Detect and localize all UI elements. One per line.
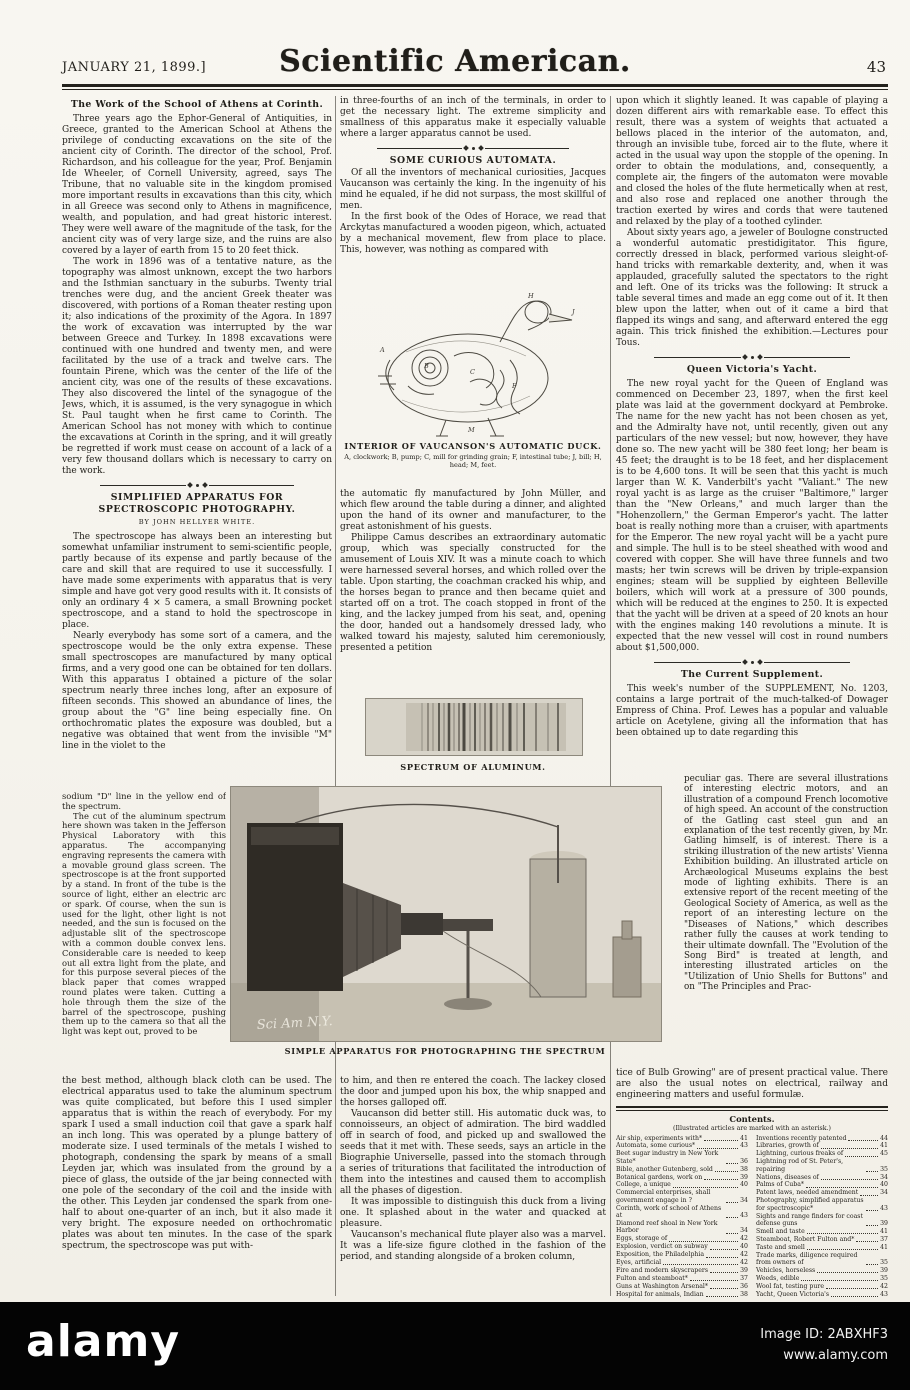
issue-date: JANUARY 21, 1899.] (62, 60, 207, 75)
duck-label-j: J (572, 308, 575, 316)
automata-article-title: SOME CURIOUS AUTOMATA. (389, 155, 557, 166)
spectroscopy-article-title: SIMPLIFIED APPARATUS FOR SPECTROSCOPIC PHOTOGRAPHY. (98, 492, 296, 515)
column2-middle (340, 489, 606, 695)
duck-label-c: C (470, 368, 475, 376)
column3-narrow (684, 774, 888, 1064)
duck-figure-caption: INTERIOR OF VAUCANSON'S AUTOMATIC DUCK. (344, 441, 602, 451)
divider-ornament (654, 355, 850, 359)
contents-entry: Corinth, work of school of Athens at 43 (616, 1204, 748, 1220)
contents-entry: Fulton and steamboat* 37 (616, 1274, 748, 1282)
automata-paragraph-8: Vaucanson's mechanical flute player also was a marvel. It was a life-size figure clothed in the fashion of the period, and standing alongside of a broken column, (340, 1230, 606, 1262)
apparatus-photo-image (231, 787, 661, 1041)
duck-figure-caption-block (340, 441, 606, 470)
watermark-url: www.alamy.com (783, 1348, 888, 1363)
supplement-paragraph-1a: This week's number of the SUPPLEMENT, No. 1203, contains a large portrait of the much-talked-of Dowager Empress of China. Prof. Lewes has a popular and valuable article on Acetylene, giving all the information that has been obtained up to date regarding this (616, 684, 888, 738)
spectrum-figure (365, 698, 583, 756)
contents-entry: Trade marks, diligence required from owners of 35 (756, 1251, 888, 1266)
photo-scribble-text: Sci Am N.Y. (256, 1014, 334, 1033)
contents-entry: Lightning rod of St. Peter's, repairing 35 (756, 1158, 888, 1173)
automata-paragraph-3: the automatic fly manufactured by John Müller, and which flew around the table during a dinner, and alighted upon the hand of its owner and manufacturer, to the great astonishment of his guests. (340, 489, 606, 532)
page-number: 43 (866, 58, 886, 76)
column3-below-photo (616, 1068, 888, 1104)
divider-ornament (100, 483, 294, 487)
spectroscopy-paragraph-3: The cut of the aluminum spectrum here shown was taken in the Jefferson Physical Laboratory with this apparatus. The accompanying engraving represents the camera with a movable ground glass screen. The spectroscope is at the front supported by a stand. In front of the tube is the source of light, either an electric arc or spark. Of course, when the sun is used for the light, other light is not needed, and the sun is focused on the adjustable slit of the spectroscope with a common double convex lens. Considerable care is needed to keep out all extra light from the plate, and for this purpose several pieces of the black paper that comes wrapped round plates were taken. Cutting a hole through them the size of the barrel of the spectroscope, pushing them up to the camera so that all the light was kept out, proved to be (62, 810, 226, 1037)
alamy-logo: alamy (26, 1316, 180, 1367)
contents-entry: Wool fat, testing pure 42 (756, 1282, 888, 1290)
contents-section (616, 1106, 888, 1300)
contents-entry: Palms of Cuba* 40 (756, 1181, 888, 1189)
supplement-paragraph-1c: tice of Bulb Growing" are of present practical value. There are also the usual notes on electrical, railway and engineering matters and useful formulæ. (616, 1068, 888, 1100)
supplement-paragraph-1b: peculiar gas. There are several illustrations of interesting electric motors, and an illustration of a compound French locomotive of high speed. An account of the construction of the Gatling cast steel gun and an explanation of the test recently given, by Mr. Gatling himself, is of interest. There is a striking illustration of the new artists' Vienna Exhibition building. An illustrated article on Archæological Museums explains the best mode of lighting exhibits. There is an extensive report of the recent meeting of the Geological Society of America, as well as the report of an interesting lecture on the "Diseases of Nations," which describes rather fully the causes at work tending to their ultimate downfall. The "Evolution of the Song Bird" is treated at length, and interesting illustrated articles on the "Utilization of Unio Shells for Buttons" and on "The Principles and Prac- (684, 774, 888, 993)
contents-entry: Taste and smell 41 (756, 1243, 888, 1251)
contents-entry: Exposition, the Philadelphia 42 (616, 1251, 748, 1259)
automata-paragraph-9: upon which it slightly leaned. It was capable of playing a dozen different airs with remarkable ease. To effect this result, there was a system of weights that actuated a bellows placed in the interior of the automaton, and, through an invisible tube, forced air to the flute, where it acted in the usual way upon the stopple of the opening. In order to obtain the modulations, and, consequently, a complete air, the fingers of the automaton were movable and closed the holes of the flute hermetically when at rest, and also rose and replaced one another through the traction exerted by wires and cords that were tautened and relaxed by the play of a toothed cylinder. (616, 96, 888, 227)
column3-top (616, 96, 888, 772)
yacht-paragraph-1: The new royal yacht for the Queen of England was commenced on December 23, 1897, when the first keel plate was laid at the government dockyard at Pembroke. The name for the new yacht has not been chosen as yet, and the Admiralty have not, until recently, given out any particulars of the new vessel; but now, however, they have done so. The new yacht will be 380 feet long; her beam is 45 feet; the draught is to be 18 feet, and her displacement is to be 4,600 tons. It will be seen that this yacht is much larger than W. K. Vanderbilt's yacht "Valiant." The new royal yacht is as large as the cruiser "Baltimore," larger than the "New Orleans," and much larger than the "Hohenzollern," the German Emperor's yacht. The latter boat is really nothing more than a cruiser, with apartments for the Emperor. The new royal yacht will be a yacht pure and simple. The hull is to be steel sheathed with wood and covered with copper. She will have three funnels and two masts; her twin screws will be driven by triple-expansion engines; steam will be supplied by eighteen Belleville boilers, which will work at a pressure of 300 pounds, which will be reduced at the engines to 250. It is expected that the yacht will be driven at a speed of 20 knots an hour with the engines making 140 revolutions a minute. It is expected that the new vessel will cost in round numbers about $1,500,000. (616, 379, 888, 653)
duck-label-h: H (528, 292, 534, 300)
automata-paragraph-5: to him, and then re entered the coach. The lackey closed the door and jumped upon his box, the whip snapped and the horses galloped off. (340, 1076, 606, 1108)
apparatus-photo-figure (230, 786, 662, 1042)
yacht-article-title: Queen Victoria's Yacht. (686, 364, 818, 375)
contents-entry: Hospital for animals, Indian 38 (616, 1290, 748, 1298)
contents-title: Contents. (729, 1113, 775, 1124)
contents-entry: Automata, some curious* 43 (616, 1142, 748, 1150)
supplement-article-title: The Current Supplement. (680, 669, 824, 680)
spectroscopy-paragraph-1: The spectroscope has always been an interesting but somewhat unfamiliar instrument to semi-scientific people, partly because of its expense and partly because of the care and skill that are required to use it successfully. I have made some experiments with apparatus that is very simple and have got very good results with it. It consists of only an ordinary 4 × 5 camera, a small Browning pocket spectroscope, and a stand to hold the spectroscope in place. (62, 532, 332, 630)
contents-entry: Commercial enterprises, shall government engage in ? 34 (616, 1189, 748, 1204)
contents-entry: Nations, diseases of 34 (756, 1173, 888, 1181)
duck-figure-key: A, clockwork; B, pump; C, mill for grinding grain; F, intestinal tube; J, bill; H, head; M, feet. (344, 453, 602, 470)
automata-paragraph-1: Of all the inventors of mechanical curiosities, Jacques Vaucanson was certainly the king. In the ingenuity of his mind he equaled, if he did not surpass, the most skillful of men. (340, 168, 606, 211)
automata-paragraph-2: In the first book of the Odes of Horace, we read that Arckytas manufactured a wooden pigeon, which, actuated by a mechanical movement, flew from place to place. This, however, was nothing as compared with (340, 212, 606, 255)
spectroscopy-continued: in three-fourths of an inch of the terminals, in order to get the necessary light. The extreme simplicity and smallness of this apparatus make it especially valuable where a larger apparatus cannot be used. (340, 96, 606, 139)
duck-label-m: M (468, 426, 475, 434)
contents-entry: College, a unique 40 (616, 1181, 748, 1189)
contents-rule (616, 1106, 888, 1111)
column1-bottom (62, 1076, 332, 1300)
contents-entry: Weeds, edible 35 (756, 1274, 888, 1282)
contents-entry: Vehicles, horseless 39 (756, 1266, 888, 1274)
duck-label-b: B (424, 362, 429, 370)
contents-right-column (756, 1135, 888, 1299)
column1-narrow (62, 792, 226, 1074)
contents-left-column (616, 1135, 748, 1299)
watermark-bar (0, 1302, 910, 1390)
contents-entry: Explosion, verdict on subway 40 (616, 1243, 748, 1251)
contents-entry: Fire and modern skyscrapers 39 (616, 1266, 748, 1274)
divider-ornament (377, 146, 569, 150)
contents-entry: Eyes, artificial 42 (616, 1259, 748, 1266)
divider-ornament (654, 660, 850, 664)
masthead-title: Scientific American. (279, 44, 631, 79)
duck-label-a: A (380, 346, 385, 354)
column1-top (62, 96, 332, 790)
automata-paragraph-4: Philippe Camus describes an extraordinary automatic group, which was specially constructed for the amusement of Louis XIV. It was a minute coach to which were harnessed several horses, and which rolled over the table. Upon starting, the coachman cracked his whip, and the horses began to prance and then became quiet and started off on a trot. The coach stopped in front of the king, and the lackey jumped from his seat, and, opening the door, handed out a handsomely dressed lady, who walked toward his majesty, saluted him ceremoniously, presented a petition (340, 533, 606, 653)
watermark-info (760, 1324, 888, 1366)
watermark-image-id: Image ID: 2ABXHF3 (760, 1327, 888, 1342)
contents-entry: Lightning, curious freaks of 45 (756, 1150, 888, 1158)
contents-entry: Inventions recently patented 44 (756, 1134, 888, 1142)
contents-entry: Bible, another Gutenberg, sold 38 (616, 1165, 748, 1173)
apparatus-photo-caption: SIMPLE APPARATUS FOR PHOTOGRAPHING THE SPECTRUM (284, 1046, 606, 1056)
contents-entry: Patent laws, needed amendment 34 (756, 1189, 888, 1197)
contents-entry: Libraries, growth of 41 (756, 1142, 888, 1150)
column2-top (340, 96, 606, 290)
spectroscopy-byline: BY JOHN HELLYER WHITE. (138, 518, 256, 526)
contents-entry: Yacht, Queen Victoria's 43 (756, 1290, 888, 1298)
contents-entry: Botanical gardens, work on 39 (616, 1173, 748, 1181)
spectroscopy-paragraph-4: the best method, although black cloth can be used. The electrical apparatus used to take the aluminum spectrum was quite complicated, but before this I used simpler apparatus that is within the reach of everybody. For my spark I used a small induction coil that gave a spark half an inch long. This was operated by a plunge battery of moderate size. I used terminals of the metals I wished to photograph, condensing the spark by means of a small Leyden jar, which was insulated from the ground by a piece of glass, the outside of the jar being connected with one pole of the secondary of the coil and the inside with the other. This Leyden jar condensed the spark from one-half to about one-quarter of an inch, but it also made it very bright. The exposure needed on orthochromatic plates was about ten minutes. In the case of the spark spectrum, the spectroscope was put with- (62, 1076, 332, 1251)
spectrum-image (366, 699, 582, 755)
spectrum-figure-caption: SPECTRUM OF ALUMINUM. (400, 762, 546, 772)
automata-paragraph-10: About sixty years ago, a jeweler of Boulogne constructed a wonderful automatic prestidigitator. This figure, correctly dressed in black, performed various sleight-of-hand tricks with remarkable dexterity, and, when it was applauded, gracefully saluted the spectators to the right and left. One of its tricks was the following: It struck a table several times and made an egg come out of it. It then blew upon the latter, when out of it came a bird that flapped its wings and sang, and afterward entered the egg again. This trick finished the exhibition.—Lectures pour Tous. (616, 228, 888, 348)
contents-entry: Smell and taste 41 (756, 1227, 888, 1235)
athens-paragraph-2: The work in 1896 was of a tentative nature, as the topography was almost unknown, except the two harbors and the Isthmian sanctuary in the suburbs. Twenty trial trenches were dug, and the ancient Greek theater was discovered, with portions of a Roman theater resting upon it; also indications of the proximity of the Agora. In 1897 the work of excavation was interrupted by the war between Greece and Turkey. In 1898 excavations were continued with one hundred and twenty men, and were facilitated by the use of a track and twelve cars. The fountain Pirene, which was the center of the life of the ancient city, was one of the results of these excavations. They also discovered the lintel of the synagogue of the Jews, which, it is assumed, is the very synagogue in which St. Paul taught when he first came to Corinth. The American School has not money with which to continue the excavations at Corinth in the spring, and it will greatly be regretted if work must cease on account of a lack of a very few thousand dollars which is necessary to carry on the work. (62, 257, 332, 476)
automata-paragraph-7: It was impossible to distinguish this duck from a living one. It splashed about in the water and quacked at pleasure. (340, 1197, 606, 1229)
column-rule-1 (335, 96, 336, 1296)
column-rule-2 (610, 96, 611, 1296)
contents-entry: Air ship, experiments with* 41 (616, 1134, 748, 1142)
automata-paragraph-6: Vaucanson did better still. His automatic duck was, to connoisseurs, an object of admiration. The bird waddled off in search of food, and picked up and swallowed the seeds that it met with. These seeds, says an article in the Biographie Universelle, passed into the stomach through a series of triturations that facilitated the introduction of them into the intestines and caused them to accomplish all the phases of digestion. (340, 1109, 606, 1196)
contents-entry: Sights and range finders for coast defense guns 39 (756, 1212, 888, 1227)
contents-entry: Eggs, storage of 42 (616, 1235, 748, 1243)
contents-entry: Guns at Washington Arsenal* 36 (616, 1282, 748, 1290)
athens-paragraph-1: Three years ago the Ephor-General of Antiquities, in Greece, granted to the American School at Athens the privilege of conducting excavations on the site of the ancient city of Corinth. The director of the school, Prof. Richardson, and his colleague for the year, Prof. Benjamin Ide Wheeler, of Cornell University, agreed, says The Tribune, that no valuable site in the kingdom promised more important results in excavations than this city, which in all Greece was second only to Athens in magnificence, wealth, and population, and had great historic interest. They were well aware of the magnitude of the task, for the ancient city was of very large size, and the ruins are also covered by a layer of earth from 15 to 20 feet thick. (62, 114, 332, 256)
column2-bottom (340, 1076, 606, 1300)
duck-engraving-figure (350, 290, 596, 438)
contents-entry: Steamboat, Robert Fulton and* 37 (756, 1235, 888, 1243)
spectroscopy-paragraph-2b: sodium "D" line in the yellow end of the spectrum. (62, 792, 226, 811)
contents-entry: Photography, simplified apparatus for spectroscopic* 43 (756, 1197, 888, 1212)
contents-note: (Illustrated articles are marked with an asterisk.) (672, 1124, 832, 1132)
duck-label-f: F (512, 382, 517, 390)
athens-article-title: The Work of the School of Athens at Corinth. (70, 99, 324, 110)
header-rule (62, 84, 888, 90)
contents-entry: Beet sugar industry in New York State* 36 (616, 1150, 748, 1165)
contents-entry: Diamond reef shoal in New York Harbor 34 (616, 1219, 748, 1235)
spectroscopy-paragraph-2a: Nearly everybody has some sort of a camera, and the spectroscope would be the only extra expense. These small spectroscopes are manufactured by many optical firms, and a very good one can be obtained for ten dollars. With this apparatus I obtained a picture of the solar spectrum nearly three inches long, after an exposure of fifteen seconds. This showed an abundance of lines, the group about the "G" line being especially fine. On orthochromatic plates the exposure was doubled, but a negative was obtained that went from the invisible "M" line in the violet to the (62, 631, 332, 751)
duck-engraving-image (350, 290, 596, 438)
